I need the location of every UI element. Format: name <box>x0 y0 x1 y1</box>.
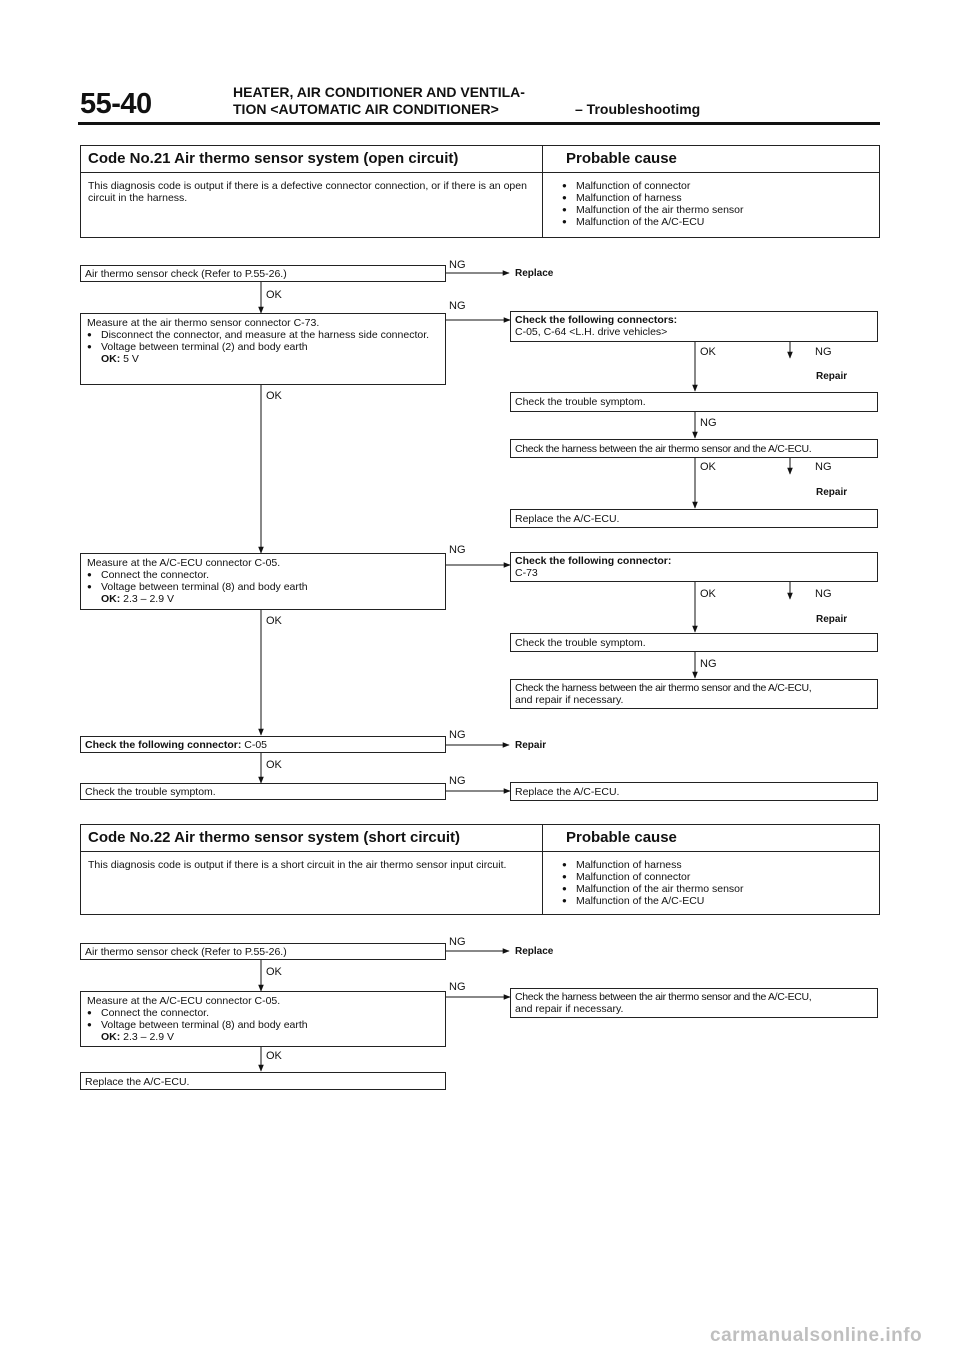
c21-step5-ng-text: Replace the A/C-ECU. <box>515 786 620 798</box>
ok-label: OK <box>266 759 282 771</box>
c22-step1-box <box>80 943 446 960</box>
c22-r1-box <box>510 988 878 1018</box>
c22-r1-line1: Check the harness between the air thermo sensor and the A/C-ECU, <box>515 991 812 1003</box>
c21-r3-ng-result: Repair <box>816 487 848 498</box>
c21-r5-sub: C-73 <box>515 567 538 579</box>
code21-description: This diagnosis code is output if there is a defective connector connection, or if there is an open circuit in the harness. <box>88 180 527 204</box>
c21-r7-line1: Check the harness between the air thermo sensor and the A/C-ECU, <box>515 682 812 694</box>
c21-r5-box <box>510 552 878 582</box>
c21-r4-text: Replace the A/C-ECU. <box>515 513 620 525</box>
c22-step1-ng-result: Replace <box>515 946 554 957</box>
ng-label: NG <box>449 936 466 948</box>
cause-item: ● Malfunction of the A/C-ECU <box>562 216 872 228</box>
c22-r1-line2: and repair if necessary. <box>515 1003 624 1015</box>
c21-r2-box <box>510 392 878 412</box>
c21-step3-item: ● Connect the connector. <box>87 569 439 581</box>
c21-r4-box <box>510 509 878 528</box>
ok-criteria-label: OK: <box>101 353 121 365</box>
code22-probable-title: Probable cause <box>566 829 677 846</box>
ok-label: OK <box>266 615 282 627</box>
ok-label: OK <box>700 346 716 358</box>
ok-label: OK <box>266 966 282 978</box>
ng-label: NG <box>449 300 466 312</box>
code21-probable-title: Probable cause <box>566 150 677 167</box>
c21-r5-title: Check the following connector: <box>515 555 672 567</box>
c21-r1-box <box>510 311 878 342</box>
c21-step1-box <box>80 265 446 282</box>
ok-criteria-value: 2.3 – 2.9 V <box>123 593 174 605</box>
code22-table-vline <box>542 824 543 915</box>
c21-step4-rest: C-05 <box>244 739 268 751</box>
ok-label: OK <box>266 289 282 301</box>
ng-label: NG <box>449 544 466 556</box>
c21-r1-sub: C-05, C-64 <L.H. drive vehicles> <box>515 326 668 338</box>
c21-step2-title: Measure at the air thermo sensor connector C-73. <box>87 317 320 329</box>
c22-step2-box <box>80 991 446 1047</box>
cause-item: ● Malfunction of the air thermo sensor <box>562 883 872 895</box>
ng-label: NG <box>449 729 466 741</box>
c22-step3-box <box>80 1072 446 1090</box>
watermark: carmanualsonline.info <box>710 1325 923 1346</box>
c21-r3-box <box>510 439 878 458</box>
ng-label: NG <box>815 588 832 600</box>
ng-label: NG <box>815 346 832 358</box>
ng-label: NG <box>815 461 832 473</box>
c21-r6-text: Check the trouble symptom. <box>515 637 646 649</box>
cause-item: ● Malfunction of connector <box>562 871 872 883</box>
c21-step2-item: ● Disconnect the connector, and measure at the harness side connector. <box>87 329 439 341</box>
c21-step4-ng-result: Repair <box>515 740 547 751</box>
cause-item: ● Malfunction of harness <box>562 192 872 204</box>
c21-step5-box <box>80 783 446 800</box>
cause-item: ● Malfunction of the air thermo sensor <box>562 204 872 216</box>
code21-title: Code No.21 Air thermo sensor system (open circuit) <box>88 150 459 167</box>
c21-step3-box <box>80 553 446 610</box>
cause-item: ● Malfunction of the A/C-ECU <box>562 895 872 907</box>
ok-criteria-label: OK: <box>101 1031 121 1043</box>
ok-criteria-label: OK: <box>101 593 121 605</box>
code21-table-hline <box>80 172 880 173</box>
header-title-line2: TION <AUTOMATIC AIR CONDITIONER> <box>233 101 499 117</box>
c21-step4-box <box>80 736 446 753</box>
header-title-line1: HEATER, AIR CONDITIONER AND VENTILA- <box>233 84 525 100</box>
ok-label: OK <box>266 1050 282 1062</box>
c22-step3-text: Replace the A/C-ECU. <box>85 1076 190 1088</box>
code22-table-hline <box>80 851 880 852</box>
code22-causes <box>562 859 872 907</box>
code21-table-vline <box>542 145 543 238</box>
code21-causes <box>562 180 872 228</box>
c21-r7-box <box>510 679 878 709</box>
ok-label: OK <box>700 588 716 600</box>
c21-step5-ng-box <box>510 782 878 801</box>
ng-label: NG <box>700 417 717 429</box>
c21-r5-ng-result: Repair <box>816 614 848 625</box>
page-number: 55-40 <box>80 88 152 120</box>
c22-step2-item: ● Connect the connector. <box>87 1007 439 1019</box>
c21-r1-ng-result: Repair <box>816 371 848 382</box>
ok-criteria-value: 2.3 – 2.9 V <box>123 1031 174 1043</box>
ok-label: OK <box>266 390 282 402</box>
c22-step2-item: ● Voltage between terminal (8) and body earth <box>87 1019 439 1031</box>
ok-label: OK <box>700 461 716 473</box>
c21-step1-ng-result: Replace <box>515 268 554 279</box>
cause-item: ● Malfunction of connector <box>562 180 872 192</box>
c21-step3-title: Measure at the A/C-ECU connector C-05. <box>87 557 281 569</box>
ng-label: NG <box>449 775 466 787</box>
cause-item: ● Malfunction of harness <box>562 859 872 871</box>
c21-r2-text: Check the trouble symptom. <box>515 396 646 408</box>
code22-title: Code No.22 Air thermo sensor system (short circuit) <box>88 829 461 846</box>
c21-r6-box <box>510 633 878 652</box>
c21-r3-text: Check the harness between the air thermo sensor and the A/C-ECU. <box>515 443 812 455</box>
c21-step1-text: Air thermo sensor check (Refer to P.55-26.) <box>85 268 287 280</box>
ng-label: NG <box>449 981 466 993</box>
c21-r1-title: Check the following connectors: <box>515 314 678 326</box>
c21-step5-text: Check the trouble symptom. <box>85 786 216 798</box>
ng-label: NG <box>700 658 717 670</box>
c21-r7-line2: and repair if necessary. <box>515 694 624 706</box>
ok-criteria-value: 5 V <box>123 353 139 365</box>
ng-label: NG <box>449 259 466 271</box>
c21-step3-item: ● Voltage between terminal (8) and body earth <box>87 581 439 593</box>
c22-step2-title: Measure at the A/C-ECU connector C-05. <box>87 995 281 1007</box>
c22-step1-text: Air thermo sensor check (Refer to P.55-26.) <box>85 946 287 958</box>
c21-step4-bold: Check the following connector: <box>85 739 242 751</box>
c21-step2-box <box>80 313 446 385</box>
header-section: – Troubleshootimg <box>575 101 701 117</box>
c21-step2-item: ● Voltage between terminal (2) and body earth <box>87 341 439 353</box>
code22-description: This diagnosis code is output if there is a short circuit in the air thermo sensor input circuit. <box>88 859 507 871</box>
